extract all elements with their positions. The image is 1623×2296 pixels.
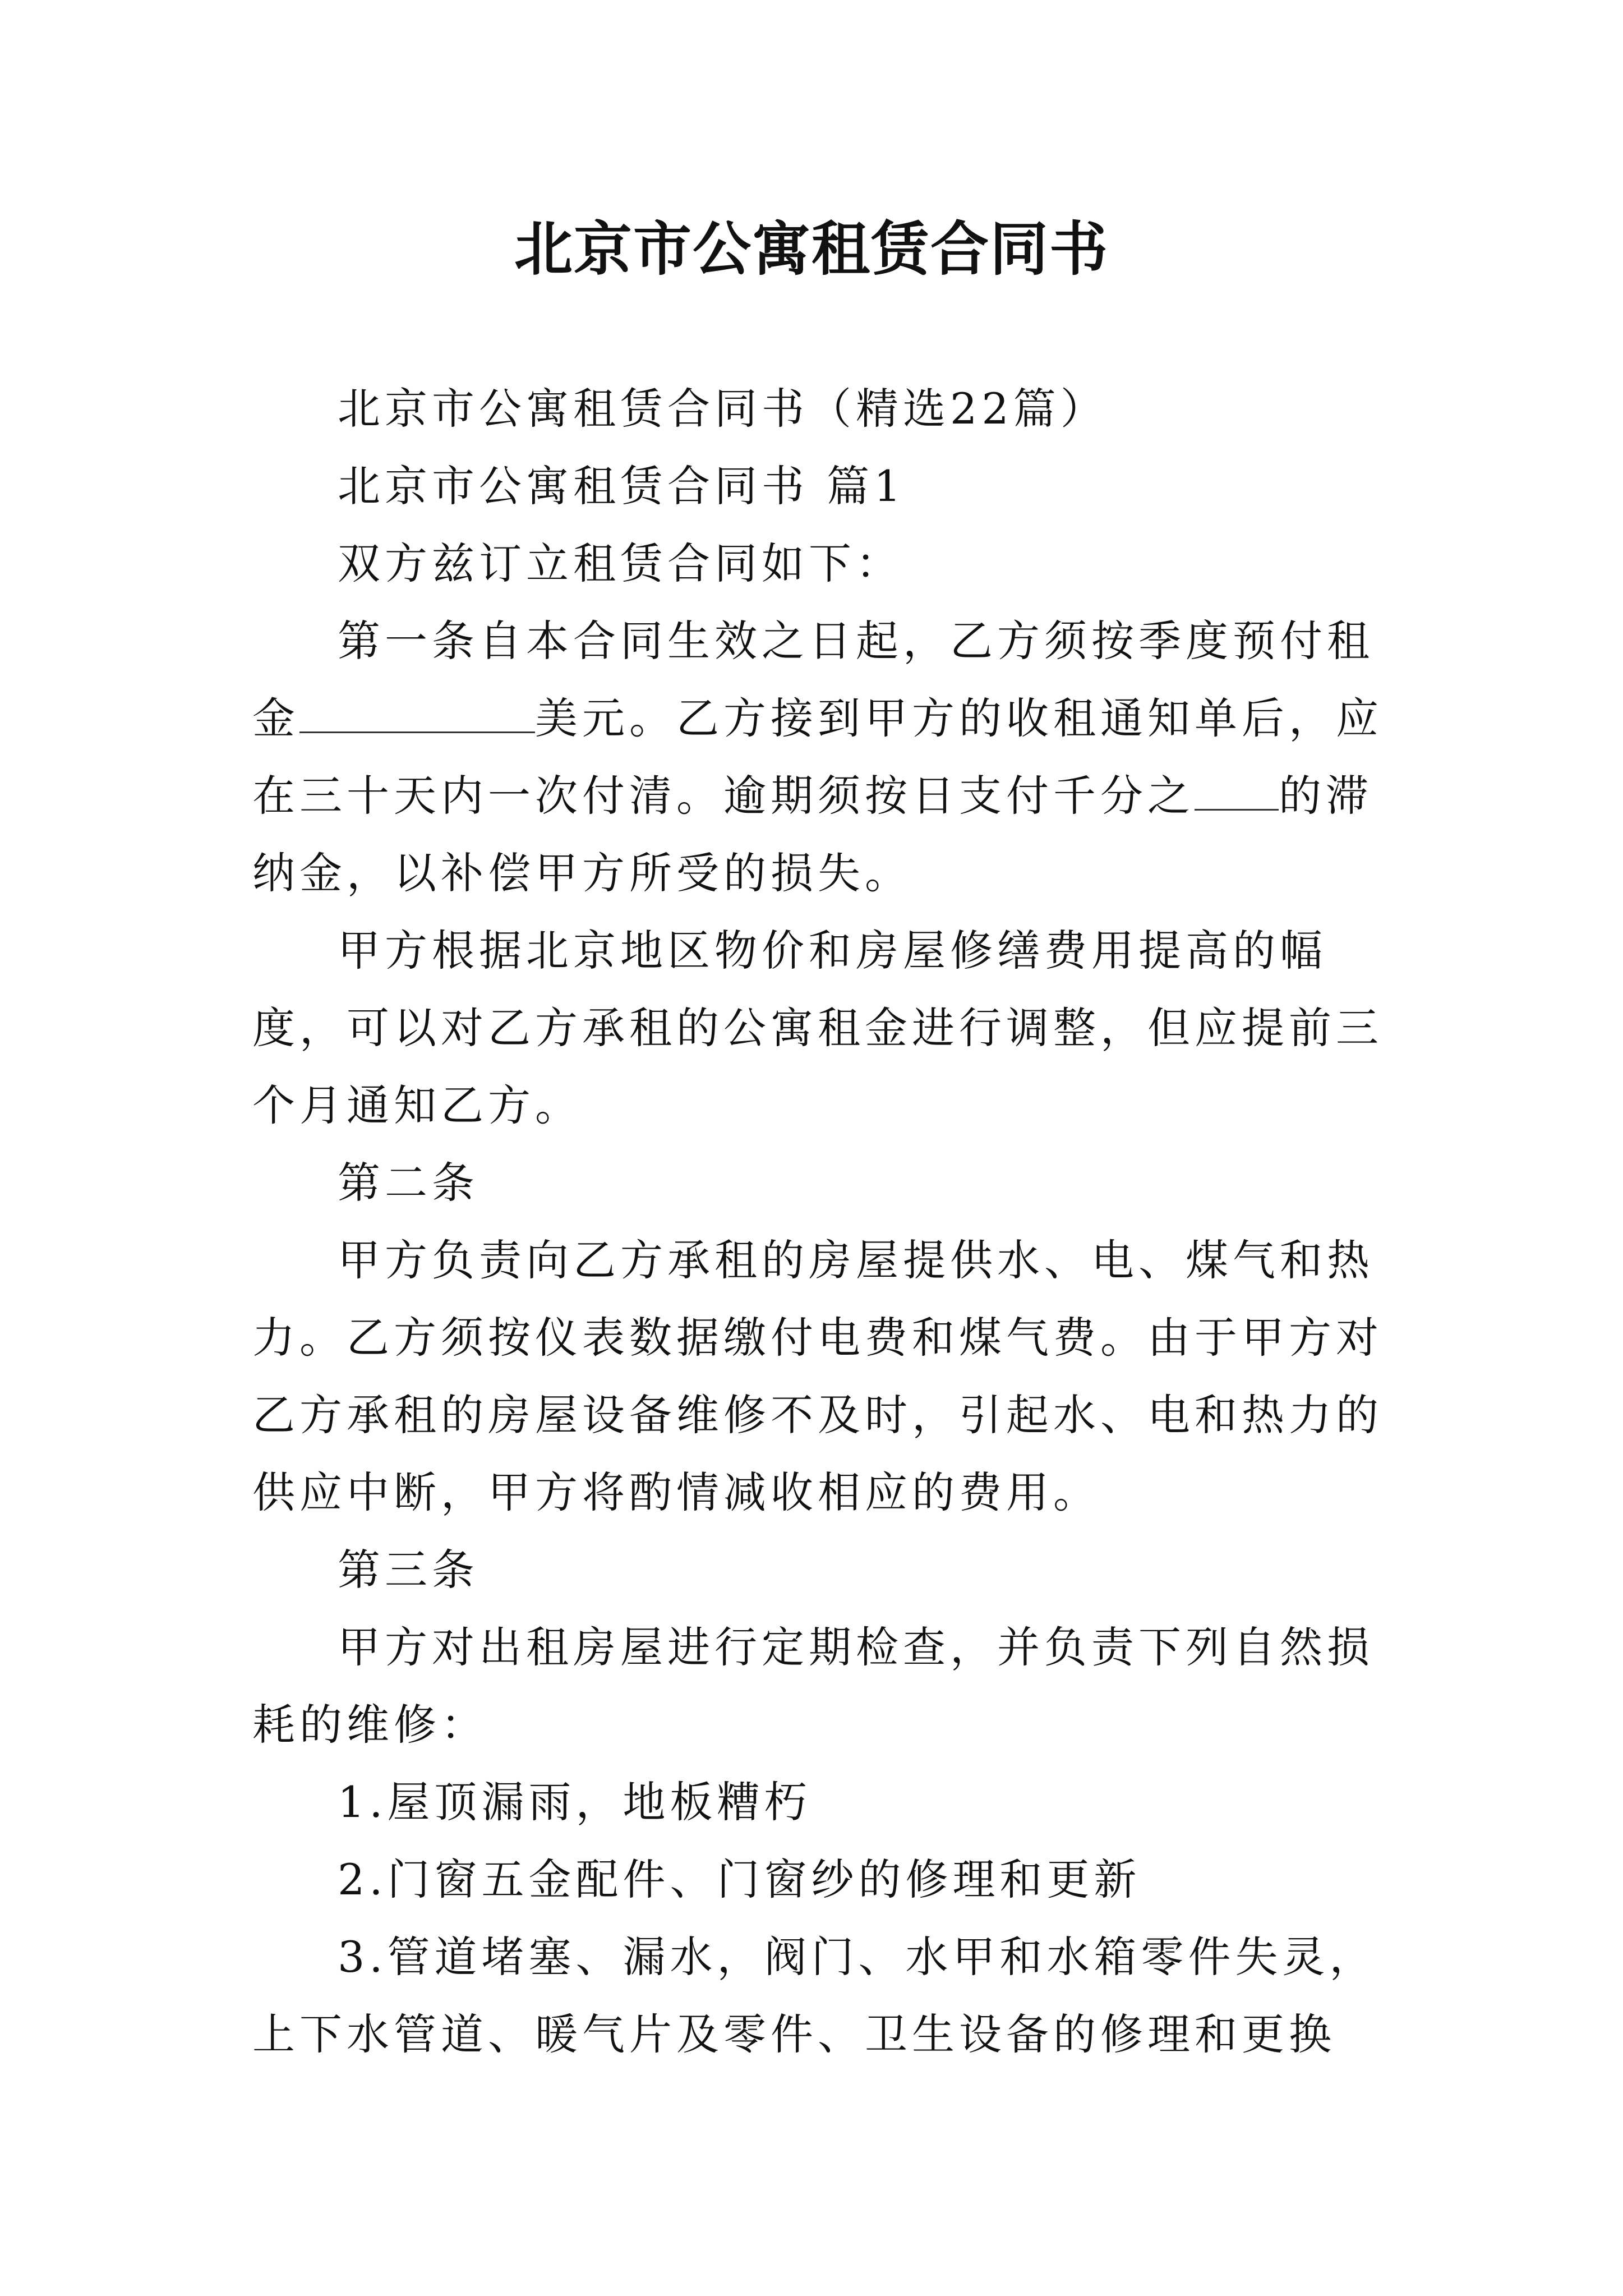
article-1-part-c: 的滞纳金，以补偿甲方所受的损失。 (252, 771, 1373, 898)
paragraph-subtitle: 北京市公寓租赁合同书（精选22篇） (338, 384, 1108, 434)
paragraph-article-2: 甲方负责向乙方承租的房屋提供水、电、煤气和热力。乙方须按仪表数据缴付电费和煤气费。由于甲方对乙方承租的房屋设备维修不及时，引起水、电和热力的供应中断，甲方将酌情减收相应的费用。 (252, 1235, 1383, 1517)
paragraph-section-heading: 北京市公寓租赁合同书 篇1 (338, 461, 906, 511)
document-body (252, 370, 1385, 2073)
paragraph-article-3: 甲方对出租房屋进行定期检查，并负责下列自然损耗的维修： (252, 1622, 1374, 1750)
list-item-2: 2.门窗五金配件、门窗纱的修理和更新 (338, 1855, 1141, 1904)
blank-late-fee-rate (1195, 764, 1279, 811)
paragraph-article-1 (252, 602, 1385, 912)
paragraph-rent-adjustment: 甲方根据北京地区物价和房屋修缮费用提高的幅度，可以对乙方承租的公寓租金进行调整，但应提前三个月通知乙方。 (252, 926, 1383, 1130)
document-title: 北京市公寓租赁合同书 (514, 214, 1109, 283)
article-1-part-b: 美元。乙方接到甲方的收租通知单后，应在三十天内一次付清。逾期须按日支付千分之 (252, 693, 1383, 821)
article-1-part-a: 第一条自本合同生效之日起，乙方须按季度预付租金 (252, 616, 1374, 743)
paragraph-article-2-heading: 第二条 (338, 1158, 479, 1208)
list-item-1: 1.屋顶漏雨，地板糟朽 (338, 1777, 811, 1827)
paragraph-intro: 双方兹订立租赁合同如下： (338, 539, 903, 588)
list-item-3: 3.管道堵塞、漏水，阀门、水甲和水箱零件失灵，上下水管道、暖气片及零件、卫生设备的修理和更换 (252, 1932, 1377, 2059)
paragraph-article-3-heading: 第三条 (338, 1545, 479, 1595)
blank-rent-amount (299, 687, 535, 733)
